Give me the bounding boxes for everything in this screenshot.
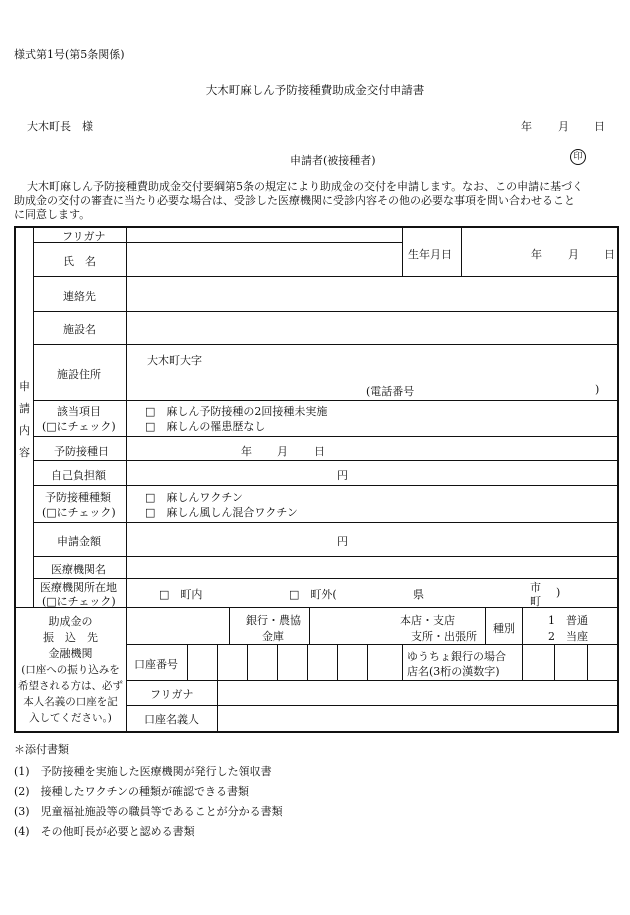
request-amount-yen: 円	[337, 535, 348, 548]
section-label: 申 請 内 容	[19, 380, 30, 459]
account-kind-option-2[interactable]: 2 当座	[548, 630, 588, 643]
account-number-label: 口座番号	[134, 658, 178, 671]
vaccine-type-option-2[interactable]: □ 麻しん風しん混合ワクチン	[145, 506, 298, 519]
applicable-option-1[interactable]: □ 麻しん予防接種の2回接種未実施	[145, 405, 328, 418]
form-number: 様式第1号(第5条関係)	[14, 48, 125, 61]
phone-number-close: )	[595, 383, 600, 396]
phone-number-label: (電話番号	[366, 385, 415, 398]
bank-type-line-2: 金庫	[262, 630, 284, 643]
birth-day-label: 日	[604, 248, 615, 261]
seal-mark: 印	[570, 149, 586, 165]
vaccination-year-label: 年	[241, 445, 252, 458]
applicable-label: 該当項目	[57, 405, 101, 418]
birth-month-label: 月	[568, 248, 579, 261]
vaccination-month-label: 月	[277, 445, 288, 458]
hospital-location-check-hint: (□にチェック)	[42, 595, 116, 608]
out-town-option[interactable]: □ 町外(	[289, 588, 337, 601]
contact-label: 連絡先	[63, 290, 96, 303]
yucho-note-line-1: ゆうちょ銀行の場合	[407, 650, 506, 663]
name-label: 氏 名	[63, 255, 96, 268]
vaccine-type-label: 予防接種種類	[45, 491, 111, 504]
vaccine-type-check-hint: (□にチェック)	[42, 506, 116, 519]
vaccination-day-label: 日	[314, 445, 325, 458]
birth-year-label: 年	[531, 248, 542, 261]
intro-line-1: 大木町麻しん予防接種費助成金交付要綱第5条の規定により助成金の交付を申請します。なお、この申請に基づく	[27, 180, 584, 193]
facility-address-value: 大木町大字	[147, 354, 202, 367]
attachment-item-4: (4) その他町長が必要と認める書類	[14, 825, 195, 838]
date-day-label: 日	[594, 120, 605, 133]
self-pay-yen: 円	[337, 469, 348, 482]
hospital-name-label: 医療機関名	[51, 563, 106, 576]
account-holder-label: 口座名義人	[144, 713, 199, 726]
attachment-item-2: (2) 接種したワクチンの種類が確認できる書類	[14, 785, 250, 798]
birthdate-label: 生年月日	[408, 248, 452, 261]
vaccine-type-option-1[interactable]: □ 麻しんワクチン	[145, 491, 243, 504]
prefecture-label: 県	[413, 588, 424, 601]
yucho-note-line-2: 店名(3桁の漢数字)	[407, 665, 500, 678]
applicable-option-2[interactable]: □ 麻しんの罹患歴なし	[145, 420, 266, 433]
applicable-check-hint: (□にチェック)	[42, 420, 116, 433]
intro-line-2: 助成金の交付の審査に当たり必要な場合は、受診した医療機関に受診内容その他の必要な事項を問い合わせること	[14, 194, 575, 207]
date-month-label: 月	[558, 120, 569, 133]
furigana-label: フリガナ	[62, 230, 106, 243]
in-town-option[interactable]: □ 町内	[159, 588, 203, 601]
attachment-item-1: (1) 予防接種を実施した医療機関が発行した領収書	[14, 765, 272, 778]
addressee: 大木町長 様	[27, 120, 93, 133]
bank-instructions: 助成金の 振 込 先 金融機関 (口座への振り込みを 希望される方は、必ず 本人名義の口座を記 入してください。)	[18, 615, 123, 724]
location-close: )	[556, 586, 561, 599]
intro-line-3: に同意します。	[14, 208, 91, 221]
form-title: 大木町麻しん予防接種費助成金交付申請書	[205, 83, 425, 97]
self-pay-label: 自己負担額	[51, 469, 106, 482]
account-kind-label: 種別	[493, 622, 515, 635]
town-label: 町	[530, 595, 541, 608]
city-label: 市	[530, 581, 541, 594]
applicant-label: 申請者(被接種者)	[290, 154, 376, 167]
account-kind-option-1[interactable]: 1 普通	[548, 614, 588, 627]
holder-furigana-label: フリガナ	[150, 688, 194, 701]
facility-label: 施設名	[63, 323, 96, 336]
branch-type-line-1: 本店・支店	[400, 614, 455, 627]
hospital-location-label: 医療機関所在地	[40, 581, 117, 594]
attachment-item-3: (3) 児童福祉施設等の職員等であることが分かる書類	[14, 805, 283, 818]
request-amount-label: 申請金額	[57, 535, 101, 548]
branch-type-line-2: 支所・出張所	[411, 630, 477, 643]
bank-type-line-1: 銀行・農協	[246, 614, 301, 627]
facility-address-label: 施設住所	[57, 368, 101, 381]
vaccination-date-label: 予防接種日	[54, 445, 109, 458]
date-year-label: 年	[521, 120, 532, 133]
attachments-heading: ＊添付書類	[14, 743, 69, 756]
